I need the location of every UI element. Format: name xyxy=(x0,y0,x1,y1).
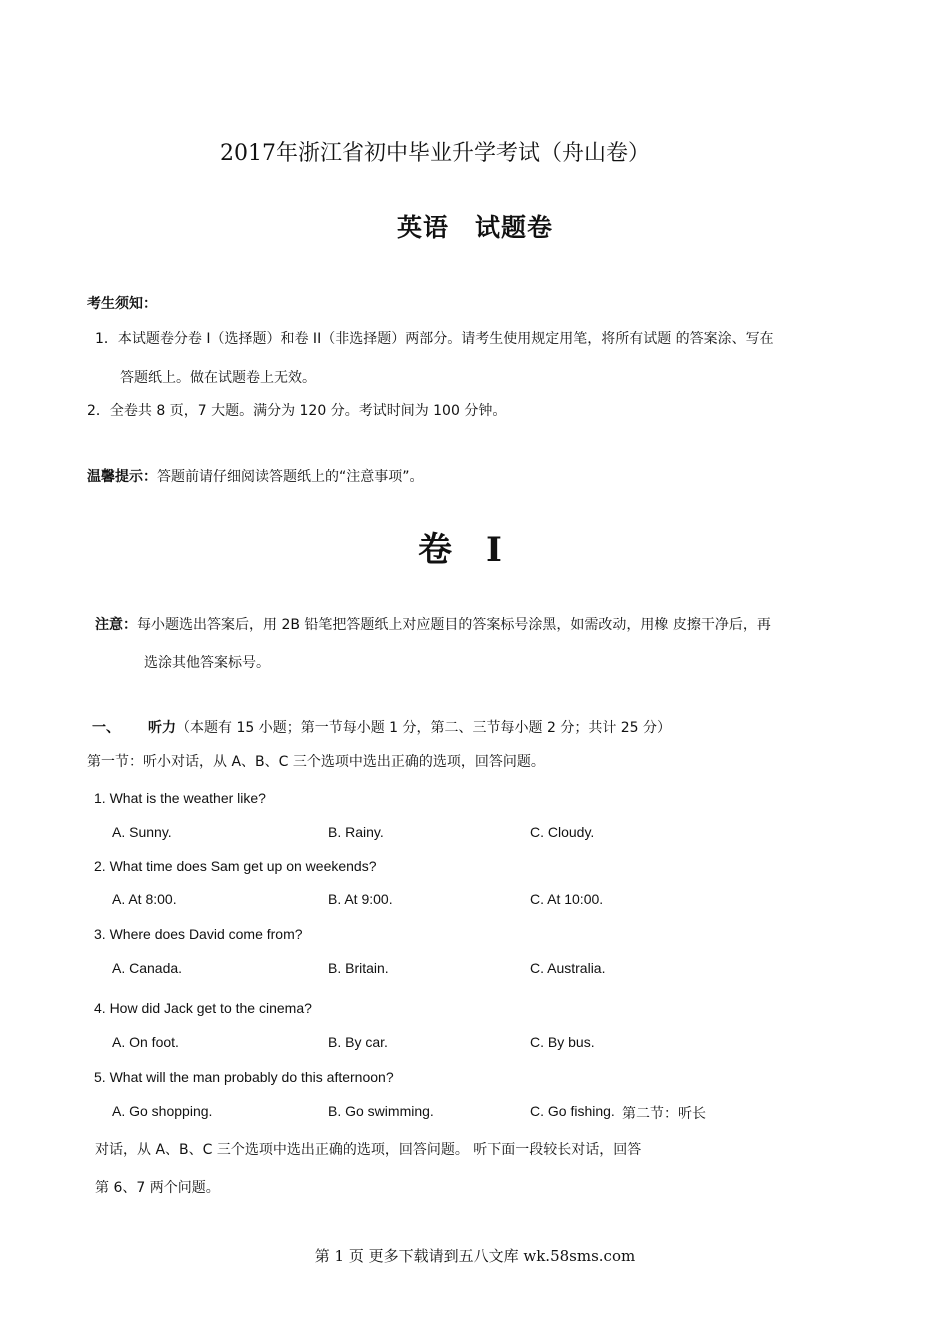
part-2-intro-start: 第二节：听长 xyxy=(622,1106,706,1122)
q5-option-c: C. Go fishing. xyxy=(530,1103,615,1119)
q4-option-c: C. By bus. xyxy=(530,1034,595,1050)
q1-option-a: A. Sunny. xyxy=(112,824,172,840)
q4-option-a: A. On foot. xyxy=(112,1034,179,1050)
notice-item-2: 2．全卷共 8 页，7 大题。满分为 120 分。考试时间为 100 分钟。 xyxy=(87,403,507,419)
q5-option-a: A. Go shopping. xyxy=(112,1103,213,1119)
question-4: 4. How did Jack get to the cinema? xyxy=(94,1000,312,1016)
exam-title: 2017年浙江省初中毕业升学考试（舟山卷） xyxy=(220,141,650,166)
question-1: 1. What is the weather like? xyxy=(94,790,266,806)
part-2-intro-line-2: 对话，从 A、B、C 三个选项中选出正确的选项，回答问题。 听下面一段较长对话，回答 xyxy=(95,1142,642,1158)
q3-option-b: B. Britain. xyxy=(328,960,389,976)
notice-heading: 考生须知： xyxy=(87,296,157,312)
attention-line-1 xyxy=(95,614,771,634)
paper-subtitle: 英语 试题卷 xyxy=(396,213,553,242)
section-name: 听力 xyxy=(148,720,176,736)
question-3: 3. Where does David come from? xyxy=(94,926,303,942)
section-detail: （本题有 15 小题；第一节每小题 1 分，第二、三节每小题 2 分；共计 25 分） xyxy=(176,720,672,736)
q4-option-b: B. By car. xyxy=(328,1034,388,1050)
q2-option-c: C. At 10:00. xyxy=(530,891,604,907)
notice-item-1: 1．本试题卷分卷 I（选择题）和卷 II（非选择题）两部分。请考生使用规定用笔，将所有试题 的答案涂、写在 xyxy=(95,331,774,347)
q5-option-b: B. Go swimming. xyxy=(328,1103,434,1119)
attention-label: 注意： xyxy=(95,617,137,633)
page-footer: 第 1 页 更多下载请到五八文库 wk.58sms.com xyxy=(314,1247,636,1265)
q2-option-b: B. At 9:00. xyxy=(328,891,393,907)
notice-item-1-cont: 答题纸上。做在试题卷上无效。 xyxy=(120,370,316,386)
volume-title: 卷 I xyxy=(418,530,502,570)
q1-option-c: C. Cloudy. xyxy=(530,824,595,840)
question-5: 5. What will the man probably do this afternoon? xyxy=(94,1069,394,1085)
tip-text: 答题前请仔细阅读答题纸上的“注意事项”。 xyxy=(157,469,424,485)
q3-option-a: A. Canada. xyxy=(112,960,183,976)
tip-line xyxy=(87,466,424,486)
question-2: 2. What time does Sam get up on weekends? xyxy=(94,858,377,874)
attention-line-2: 选涂其他答案标号。 xyxy=(144,655,270,671)
q2-option-a: A. At 8:00. xyxy=(112,891,177,907)
tip-label: 温馨提示： xyxy=(87,469,157,485)
part-2-intro-line-3: 第 6、7 两个问题。 xyxy=(95,1180,220,1196)
q3-option-c: C. Australia. xyxy=(530,960,606,976)
part-1-intro: 第一节：听小对话，从 A、B、C 三个选项中选出正确的选项，回答问题。 xyxy=(87,754,545,770)
q1-option-b: B. Rainy. xyxy=(328,824,384,840)
section-number: 一、 xyxy=(92,720,120,736)
section-1-header xyxy=(92,717,671,737)
attention-text: 每小题选出答案后，用 2B 铅笔把答题纸上对应题目的答案标号涂黑，如需改动，用橡 皮擦干净后，再 xyxy=(137,617,771,633)
